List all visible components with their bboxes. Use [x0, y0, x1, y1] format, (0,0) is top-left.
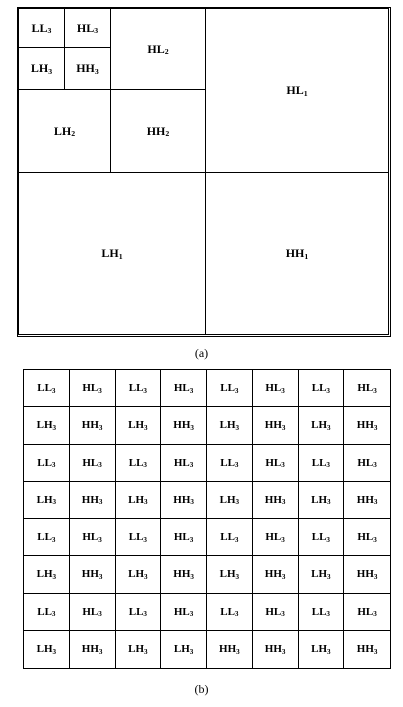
subband-ll3 — [18, 8, 65, 48]
grid-cell-sub: 3 — [98, 498, 103, 507]
grid-cell-sub: 3 — [190, 572, 194, 581]
grid-cell-sub: 3 — [143, 461, 147, 470]
grid-cell — [299, 519, 345, 556]
grid-cell-base: LH — [36, 568, 53, 581]
grid-cell — [161, 519, 207, 556]
grid-cell-base: LH — [173, 643, 190, 656]
figure-a-caption: (a) — [194, 346, 209, 360]
subband-lh3-sub: 3 — [48, 66, 53, 76]
grid-cell-base: LL — [220, 456, 235, 469]
grid-cell-base: HL — [265, 605, 282, 618]
grid-cell — [116, 519, 162, 556]
grid-cell — [161, 556, 207, 593]
grid-cell-base: HL — [82, 531, 99, 544]
grid-cell — [116, 556, 162, 593]
grid-cell — [299, 556, 345, 593]
figure-b-caption: (b) — [194, 682, 209, 696]
grid-cell — [253, 407, 299, 444]
grid-cell-base: HH — [173, 568, 191, 581]
grid-cell-sub: 3 — [234, 535, 239, 544]
grid-cell-base: HL — [265, 382, 282, 395]
grid-cell — [207, 631, 253, 668]
grid-cell-base: LH — [128, 419, 145, 432]
grid-cell-sub: 3 — [281, 610, 285, 619]
subband-lh3-base: LH — [30, 61, 49, 75]
subband-ll3-sub: 3 — [47, 26, 52, 36]
grid-cell-base: LH — [36, 643, 53, 656]
grid-cell — [116, 407, 162, 444]
grid-cell-base: LH — [219, 493, 236, 506]
grid-cell-sub: 3 — [189, 461, 194, 470]
subband-hl1-sub: 1 — [303, 88, 308, 98]
grid-cell-base: LL — [128, 456, 144, 469]
grid-cell — [207, 370, 253, 407]
grid-cell — [299, 407, 345, 444]
grid-cell — [253, 631, 299, 668]
grid-cell-sub: 3 — [98, 647, 103, 656]
subband-lh3 — [18, 47, 65, 90]
grid-cell — [24, 556, 70, 593]
subband-hl2-base: HL — [147, 41, 165, 56]
grid-cell — [116, 370, 162, 407]
grid-cell-sub: 3 — [51, 610, 56, 619]
grid-cell — [161, 407, 207, 444]
grid-cell-sub: 3 — [52, 498, 57, 507]
grid-cell-base: HL — [265, 456, 282, 469]
subband-hl1-base: HL — [286, 83, 304, 97]
subband-lh2-sub: 2 — [71, 129, 76, 139]
grid-cell-sub: 3 — [51, 461, 56, 470]
grid-cell — [70, 519, 116, 556]
grid-cell — [207, 445, 253, 482]
grid-cell-base: LL — [311, 531, 327, 544]
grid-cell — [344, 519, 390, 556]
grid-cell-base: HH — [81, 643, 99, 656]
subband-lh2-base: LH — [53, 123, 72, 138]
grid-cell-base: HL — [357, 456, 374, 469]
grid-cell-base: LL — [128, 531, 144, 544]
grid-cell — [24, 594, 70, 631]
grid-cell-base: HL — [357, 605, 374, 618]
grid-cell-sub: 3 — [190, 423, 194, 432]
grid-cell — [253, 482, 299, 519]
subband-lh1-base: LH — [101, 246, 119, 260]
grid-cell-base: HH — [81, 419, 99, 432]
grid-cell — [299, 594, 345, 631]
grid-cell-base: LL — [37, 531, 52, 544]
grid-cell-sub: 3 — [144, 647, 148, 656]
grid-cell-base: HH — [264, 643, 282, 656]
grid-cell — [299, 370, 345, 407]
grid-cell-base: LH — [128, 643, 145, 656]
grid-cell — [207, 594, 253, 631]
grid-cell-sub: 3 — [143, 610, 147, 619]
subband-hh3 — [64, 47, 111, 90]
grid-cell — [344, 482, 390, 519]
grid-cell-sub: 3 — [327, 572, 331, 581]
grid-cell-base: LH — [311, 643, 328, 656]
subband-hl3-base: HL — [76, 20, 95, 35]
grid-cell-sub: 3 — [143, 535, 147, 544]
grid-cell-sub: 3 — [144, 498, 148, 507]
grid-cell-sub: 3 — [373, 461, 377, 470]
grid-cell-sub: 3 — [51, 535, 56, 544]
grid-cell-sub: 3 — [234, 610, 239, 619]
grid-cell-base: LH — [311, 493, 328, 506]
grid-cell-base: HH — [264, 493, 282, 506]
grid-cell-base: HL — [357, 531, 374, 544]
grid-cell-base: HH — [264, 568, 282, 581]
grid-cell-sub: 3 — [234, 386, 239, 395]
grid-cell-sub: 3 — [144, 572, 148, 581]
grid-cell-base: HH — [219, 643, 237, 656]
grid-cell-base: LL — [128, 382, 144, 395]
grid-cell-base: HH — [173, 493, 191, 506]
grid-cell — [70, 631, 116, 668]
grid-cell-base: HL — [265, 531, 282, 544]
grid-cell — [70, 482, 116, 519]
grid-cell-sub: 3 — [373, 610, 377, 619]
grid-cell-sub: 3 — [189, 647, 194, 656]
grid-cell-sub: 3 — [327, 647, 331, 656]
grid-cell-sub: 3 — [98, 572, 103, 581]
grid-cell — [70, 556, 116, 593]
grid-cell — [161, 445, 207, 482]
grid-cell-sub: 3 — [327, 498, 331, 507]
grid-cell-base: LH — [128, 493, 145, 506]
grid-cell-base: LH — [311, 419, 328, 432]
grid-cell-base: HL — [357, 382, 374, 395]
grid-cell — [70, 370, 116, 407]
grid-cell-base: LH — [36, 493, 53, 506]
grid-cell — [299, 445, 345, 482]
grid-cell-base: LL — [37, 605, 52, 618]
grid-cell-sub: 3 — [52, 423, 57, 432]
grid-cell — [70, 445, 116, 482]
grid-cell-sub: 3 — [281, 572, 286, 581]
grid-cell — [344, 594, 390, 631]
grid-cell-base: LH — [36, 419, 53, 432]
grid-cell-base: LL — [311, 456, 327, 469]
grid-cell-sub: 3 — [326, 461, 330, 470]
grid-cell-sub: 3 — [281, 461, 285, 470]
grid-cell-base: HL — [82, 382, 99, 395]
grid-cell-sub: 3 — [51, 386, 56, 395]
grid-cell-sub: 3 — [281, 386, 285, 395]
grid-cell — [207, 482, 253, 519]
grid-cell — [24, 482, 70, 519]
subband-hh1-sub: 1 — [304, 251, 309, 261]
grid-cell-base: HH — [356, 493, 374, 506]
grid-cell-base: HH — [356, 643, 374, 656]
grid-cell-sub: 3 — [235, 498, 240, 507]
grid-cell-sub: 3 — [189, 535, 194, 544]
grid-cell — [253, 519, 299, 556]
grid-cell-base: HL — [82, 456, 99, 469]
subband-hl2-sub: 2 — [164, 47, 169, 57]
grid-cell-sub: 3 — [373, 423, 378, 432]
grid-cell-sub: 3 — [98, 423, 103, 432]
grid-cell-base: HH — [173, 419, 191, 432]
grid-cell — [116, 482, 162, 519]
subband-lh1-sub: 1 — [118, 251, 123, 261]
grid-cell-base: HH — [81, 493, 99, 506]
grid-cell-sub: 3 — [326, 535, 330, 544]
grid-cell-base: HL — [82, 605, 99, 618]
wavelet-decomposition-diagram — [17, 7, 391, 337]
grid-cell-sub: 3 — [235, 572, 240, 581]
grid-cell-sub: 3 — [189, 386, 194, 395]
grid-cell — [161, 482, 207, 519]
grid-cell-sub: 3 — [326, 386, 330, 395]
grid-cell — [116, 631, 162, 668]
grid-cell-base: HH — [81, 568, 99, 581]
grid-cell-base: LL — [311, 382, 327, 395]
grid-cell-base: LL — [128, 605, 144, 618]
subband-hl1 — [205, 8, 389, 173]
grid-cell — [299, 482, 345, 519]
grid-cell-base: LL — [37, 382, 52, 395]
subband-hl3 — [64, 8, 111, 48]
grid-cell-sub: 3 — [189, 610, 194, 619]
grid-cell-sub: 3 — [234, 461, 239, 470]
grid-cell-sub: 3 — [52, 647, 57, 656]
grid-cell-sub: 3 — [281, 647, 286, 656]
block-grid-diagram — [23, 369, 391, 669]
grid-cell-sub: 3 — [373, 535, 377, 544]
grid-cell-base: LL — [37, 456, 52, 469]
subband-hh3-base: HH — [76, 61, 95, 75]
grid-cell — [70, 594, 116, 631]
grid-cell-base: LH — [219, 568, 236, 581]
grid-cell-base: LL — [220, 531, 235, 544]
grid-cell — [161, 594, 207, 631]
grid-cell-base: LL — [311, 605, 327, 618]
grid-cell — [116, 445, 162, 482]
grid-cell-base: LL — [220, 605, 235, 618]
grid-cell-base: HL — [173, 382, 190, 395]
grid-cell — [344, 370, 390, 407]
grid-cell — [299, 631, 345, 668]
grid-cell — [207, 519, 253, 556]
grid-cell-base: HL — [173, 531, 190, 544]
grid-cell — [207, 407, 253, 444]
grid-cell — [24, 407, 70, 444]
grid-cell-sub: 3 — [98, 386, 102, 395]
grid-cell-sub: 3 — [373, 498, 378, 507]
grid-cell — [161, 631, 207, 668]
subband-lh2 — [18, 89, 111, 173]
grid-cell-sub: 3 — [373, 572, 378, 581]
grid-cell-sub: 3 — [327, 423, 331, 432]
subband-hh2-sub: 2 — [165, 129, 170, 139]
grid-cell — [24, 631, 70, 668]
grid-cell-base: LH — [311, 568, 328, 581]
subband-hh2-base: HH — [146, 123, 166, 138]
grid-cell-sub: 3 — [281, 498, 286, 507]
grid-cell — [253, 594, 299, 631]
grid-cell-base: HH — [356, 568, 374, 581]
grid-cell-base: HH — [356, 419, 374, 432]
grid-cell — [24, 519, 70, 556]
grid-cell-sub: 3 — [190, 498, 194, 507]
grid-cell-sub: 3 — [281, 423, 286, 432]
grid-cell — [24, 370, 70, 407]
grid-cell-sub: 3 — [326, 610, 330, 619]
subband-hh1-base: HH — [285, 246, 305, 260]
grid-cell — [344, 407, 390, 444]
grid-cell-sub: 3 — [373, 647, 378, 656]
subband-lh1 — [18, 172, 206, 335]
grid-cell-base: HL — [173, 605, 190, 618]
subband-hh3-sub: 3 — [94, 66, 99, 76]
grid-cell — [253, 445, 299, 482]
grid-cell-sub: 3 — [373, 386, 377, 395]
subband-hh1 — [205, 172, 389, 335]
subband-hl3-sub: 3 — [94, 26, 99, 36]
grid-cell — [344, 631, 390, 668]
grid-cell-base: LL — [220, 382, 235, 395]
grid-cell-sub: 3 — [236, 647, 240, 656]
grid-cell — [207, 556, 253, 593]
grid-cell-sub: 3 — [144, 423, 148, 432]
subband-hl2 — [110, 8, 206, 90]
subband-ll3-base: LL — [31, 20, 48, 35]
grid-cell-sub: 3 — [98, 610, 102, 619]
grid-cell — [161, 370, 207, 407]
subband-hh2 — [110, 89, 206, 173]
grid-cell — [344, 556, 390, 593]
grid-cell-sub: 3 — [98, 535, 102, 544]
grid-cell-base: LH — [219, 419, 236, 432]
grid-cell — [70, 407, 116, 444]
grid-cell — [344, 445, 390, 482]
grid-cell — [116, 594, 162, 631]
grid-cell-sub: 3 — [52, 572, 57, 581]
grid-cell-base: LH — [128, 568, 145, 581]
grid-cell-sub: 3 — [235, 423, 240, 432]
grid-cell — [253, 370, 299, 407]
grid-cell-sub: 3 — [281, 535, 285, 544]
grid-cell — [253, 556, 299, 593]
grid-cell-sub: 3 — [143, 386, 147, 395]
grid-cell-base: HL — [173, 456, 190, 469]
grid-cell — [24, 445, 70, 482]
grid-cell-base: HH — [264, 419, 282, 432]
grid-cell-sub: 3 — [98, 461, 102, 470]
